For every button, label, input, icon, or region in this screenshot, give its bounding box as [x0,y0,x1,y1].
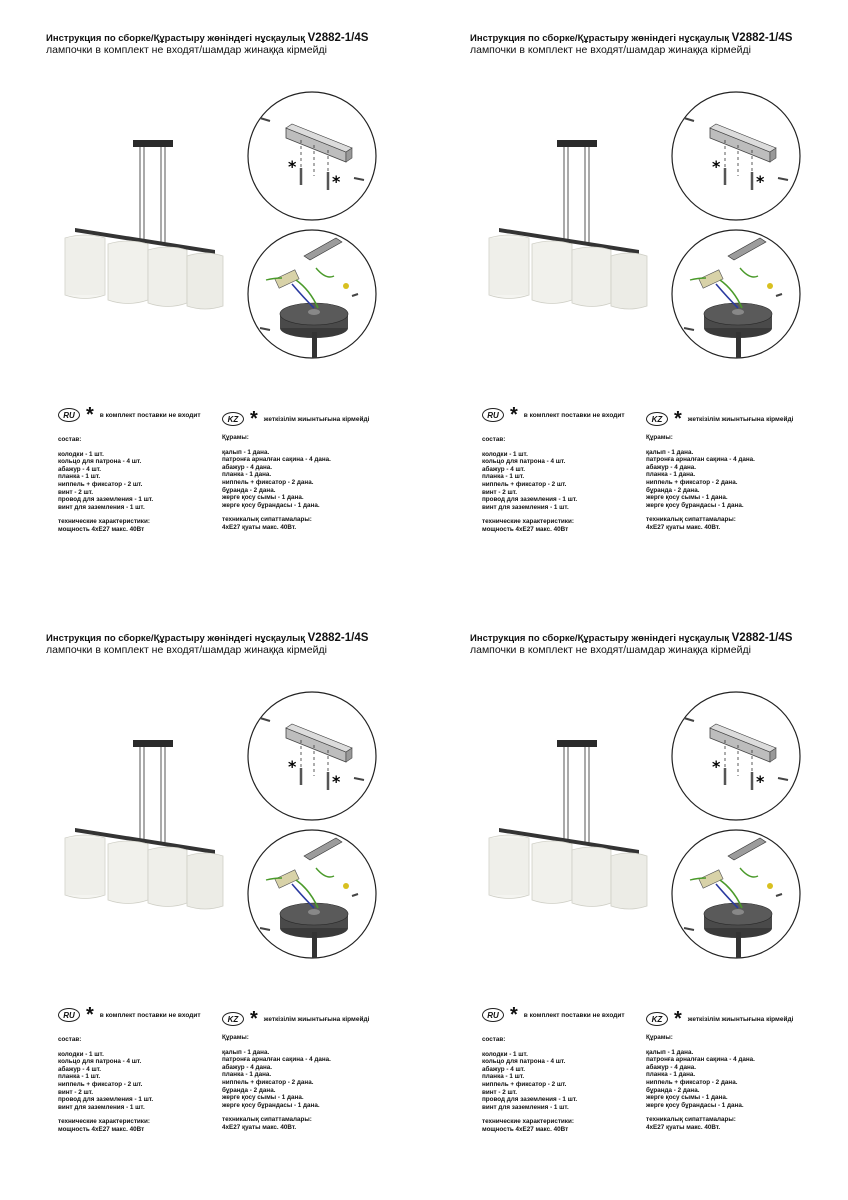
sheet-subtitle: лампочки в комплект не входят/шамдар жинаққа кірмейді [46,44,327,56]
wiring-detail-diagram [670,828,802,960]
model-number: V2882-1/4S [731,632,793,644]
ru-star-icon: * [86,404,94,426]
kz-item: патронға арналған сақина - 4 дана. [222,456,331,464]
kz-item: жерге қосу бұрандасы - 1 дана. [646,1101,744,1109]
ru-note: в комплект поставки не входит [523,1011,625,1019]
instruction-sheet [0,600,424,1200]
ru-item: ниппель + фиксатор - 2 шт. [482,1080,567,1088]
kz-spec-heading: техникалық сипаттамалары: [646,1116,736,1124]
kz-spec-value: 4хE27 қуаты макс. 40Вт. [646,523,721,531]
sheet-title: Инструкция по сборке/Құрастыру жөніндегі нұсқаулық V2882-1/4S [46,32,369,44]
kz-note: жеткізілім жиынтығына кірмейді [687,1015,794,1023]
ru-item: колодки - 1 шт. [482,1050,528,1058]
kz-item: ниппель + фиксатор - 2 дана. [222,1078,314,1086]
ru-badge: RU [58,408,80,422]
kz-item: патронға арналған сақина - 4 дана. [222,1056,331,1064]
ru-legend [482,404,625,426]
sheet-title: Инструкция по сборке/Құрастыру жөніндегі нұсқаулық V2882-1/4S [46,632,369,644]
kz-heading: Құрамы: [222,434,249,441]
ru-spec-heading: технические характеристики: [58,518,150,526]
ru-item: винт для заземления - 1 шт. [58,1103,145,1111]
kz-item: бұрандa - 2 дана. [646,1086,700,1094]
kz-legend [646,1008,793,1030]
ru-item: планка - 1 шт. [482,1073,525,1081]
kz-legend [222,1008,369,1030]
kz-item: ниппель + фиксатор - 2 дана. [646,478,738,486]
kz-item: патронға арналған сақина - 4 дана. [646,456,755,464]
ru-contents [58,1036,153,1134]
ru-item: абажур - 4 шт. [58,465,101,473]
kz-contents [222,1034,331,1132]
kz-item: жерге қосу сымы - 1 дана. [222,1094,304,1102]
kz-spec-heading: техникалық сипаттамалары: [222,516,312,524]
ru-item: винт для заземления - 1 шт. [482,503,569,511]
kz-spec-value: 4хE27 қуаты макс. 40Вт. [646,1123,721,1131]
instruction-sheet [0,0,424,600]
ru-item: провод для заземления - 1 шт. [482,1096,578,1104]
kz-item: жерге қосу бұрандасы - 1 дана. [222,1101,320,1109]
detail-star-left: * [712,157,721,176]
kz-item: планка - 1 дана. [646,471,696,479]
sheet-title: Инструкция по сборке/Құрастыру жөніндегі нұсқаулық V2882-1/4S [470,32,793,44]
ru-star-icon: * [510,404,518,426]
kz-item: бұрандa - 2 дана. [222,1086,276,1094]
instruction-sheet [424,0,848,600]
kz-item: планка - 1 дана. [646,1071,696,1079]
ru-heading: состав: [482,1036,506,1043]
detail-star-right: * [332,172,341,191]
kz-note: жеткізілім жиынтығына кірмейді [263,415,370,423]
kz-star-icon: * [674,408,682,430]
ru-badge: RU [58,1008,80,1022]
ru-item: винт - 2 шт. [482,488,518,496]
ru-item: абажур - 4 шт. [482,1065,525,1073]
instruction-sheet [424,600,848,1200]
kz-legend [222,408,369,430]
detail-star-right: * [756,772,765,791]
kz-item: бұрандa - 2 дана. [222,486,276,494]
ru-item: ниппель + фиксатор - 2 шт. [482,480,567,488]
ru-item: планка - 1 шт. [58,1073,101,1081]
ru-legend [58,1004,201,1026]
ru-item: абажур - 4 шт. [58,1065,101,1073]
kz-legend [646,408,793,430]
ru-spec-heading: технические характеристики: [482,518,574,526]
detail-star-left: * [288,757,297,776]
detail-star-right: * [756,172,765,191]
ru-item: планка - 1 шт. [58,473,101,481]
kz-star-icon: * [250,408,258,430]
kz-item: жерге қосу сымы - 1 дана. [646,1094,728,1102]
kz-item: қалып - 1 дана. [222,1048,270,1056]
wiring-detail-diagram [246,228,378,360]
ru-item: кольцо для патрона - 4 шт. [58,1058,142,1066]
kz-item: жерге қосу сымы - 1 дана. [646,494,728,502]
mounting-detail-diagram [670,90,802,222]
ru-item: винт - 2 шт. [482,1088,518,1096]
ru-legend [58,404,201,426]
wiring-detail-diagram [246,828,378,960]
sheet-subtitle: лампочки в комплект не входят/шамдар жинаққа кірмейді [470,644,751,656]
ru-item: ниппель + фиксатор - 2 шт. [58,480,143,488]
model-number: V2882-1/4S [307,32,369,44]
ru-heading: состав: [58,1036,82,1043]
kz-item: планка - 1 дана. [222,471,272,479]
mounting-detail-diagram [246,90,378,222]
kz-item: абажур - 4 дана. [646,463,697,471]
kz-item: патронға арналған сақина - 4 дана. [646,1056,755,1064]
kz-item: абажур - 4 дана. [646,1063,697,1071]
kz-contents [646,1034,755,1132]
ru-item: кольцо для патрона - 4 шт. [58,458,142,466]
kz-badge: KZ [222,1012,244,1026]
kz-heading: Құрамы: [222,1034,249,1041]
kz-item: ниппель + фиксатор - 2 дана. [646,1078,738,1086]
ru-item: планка - 1 шт. [482,473,525,481]
ru-item: винт - 2 шт. [58,488,94,496]
ru-star-icon: * [510,1004,518,1026]
kz-contents [222,434,331,532]
detail-star-left: * [712,757,721,776]
ru-spec-heading: технические характеристики: [58,1118,150,1126]
model-number: V2882-1/4S [731,32,793,44]
ru-badge: RU [482,408,504,422]
kz-item: қалып - 1 дана. [646,448,694,456]
kz-spec-heading: техникалық сипаттамалары: [646,516,736,524]
ru-star-icon: * [86,1004,94,1026]
ru-item: провод для заземления - 1 шт. [482,496,578,504]
kz-star-icon: * [674,1008,682,1030]
kz-star-icon: * [250,1008,258,1030]
chandelier-illustration [479,130,654,315]
detail-star-left: * [288,157,297,176]
ru-heading: состав: [482,436,506,443]
ru-spec-value: мощность 4хE27 макс. 40Вт [58,525,145,533]
chandelier-illustration [55,730,230,915]
ru-spec-heading: технические характеристики: [482,1118,574,1126]
ru-spec-value: мощность 4хE27 макс. 40Вт [482,1125,569,1133]
ru-item: ниппель + фиксатор - 2 шт. [58,1080,143,1088]
sheet-title: Инструкция по сборке/Құрастыру жөніндегі нұсқаулық V2882-1/4S [470,632,793,644]
kz-item: қалып - 1 дана. [646,1048,694,1056]
ru-spec-value: мощность 4хE27 макс. 40Вт [58,1125,145,1133]
kz-item: қалып - 1 дана. [222,448,270,456]
kz-badge: KZ [222,412,244,426]
kz-spec-value: 4хE27 қуаты макс. 40Вт. [222,523,297,531]
kz-spec-heading: техникалық сипаттамалары: [222,1116,312,1124]
sheet-subtitle: лампочки в комплект не входят/шамдар жинаққа кірмейді [46,644,327,656]
model-number: V2882-1/4S [307,632,369,644]
detail-star-right: * [332,772,341,791]
kz-item: жерге қосу бұрандасы - 1 дана. [646,501,744,509]
ru-item: колодки - 1 шт. [58,450,104,458]
ru-contents [482,436,577,534]
kz-item: ниппель + фиксатор - 2 дана. [222,478,314,486]
mounting-detail-diagram [246,690,378,822]
ru-contents [482,1036,577,1134]
ru-item: винт для заземления - 1 шт. [58,503,145,511]
ru-item: винт - 2 шт. [58,1088,94,1096]
kz-badge: KZ [646,412,668,426]
ru-item: провод для заземления - 1 шт. [58,1096,154,1104]
chandelier-illustration [479,730,654,915]
ru-note: в комплект поставки не входит [99,1011,201,1019]
kz-item: бұрандa - 2 дана. [646,486,700,494]
kz-item: жерге қосу бұрандасы - 1 дана. [222,501,320,509]
ru-item: винт для заземления - 1 шт. [482,1103,569,1111]
kz-note: жеткізілім жиынтығына кірмейді [263,1015,370,1023]
ru-item: провод для заземления - 1 шт. [58,496,154,504]
ru-item: колодки - 1 шт. [58,1050,104,1058]
kz-item: абажур - 4 дана. [222,463,273,471]
kz-item: жерге қосу сымы - 1 дана. [222,494,304,502]
ru-spec-value: мощность 4хE27 макс. 40Вт [482,525,569,533]
kz-heading: Құрамы: [646,1034,673,1041]
ru-item: колодки - 1 шт. [482,450,528,458]
kz-note: жеткізілім жиынтығына кірмейді [687,415,794,423]
wiring-detail-diagram [670,228,802,360]
chandelier-illustration [55,130,230,315]
kz-contents [646,434,755,532]
ru-badge: RU [482,1008,504,1022]
kz-badge: KZ [646,1012,668,1026]
kz-heading: Құрамы: [646,434,673,441]
ru-legend [482,1004,625,1026]
ru-item: абажур - 4 шт. [482,465,525,473]
ru-contents [58,436,153,534]
kz-spec-value: 4хE27 қуаты макс. 40Вт. [222,1123,297,1131]
ru-note: в комплект поставки не входит [523,411,625,419]
ru-note: в комплект поставки не входит [99,411,201,419]
sheet-subtitle: лампочки в комплект не входят/шамдар жинаққа кірмейді [470,44,751,56]
ru-heading: состав: [58,436,82,443]
ru-item: кольцо для патрона - 4 шт. [482,458,566,466]
mounting-detail-diagram [670,690,802,822]
ru-item: кольцо для патрона - 4 шт. [482,1058,566,1066]
kz-item: абажур - 4 дана. [222,1063,273,1071]
kz-item: планка - 1 дана. [222,1071,272,1079]
